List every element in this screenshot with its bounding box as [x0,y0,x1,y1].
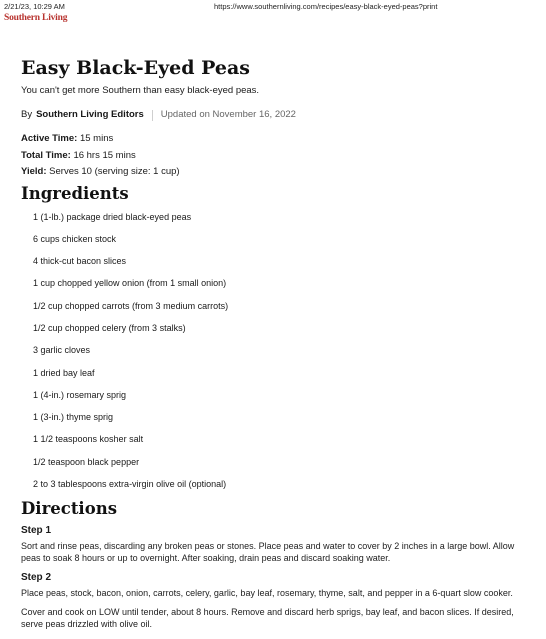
ingredient-item: 3 garlic cloves [33,345,91,356]
step-2-text: Place peas, stock, bacon, onion, carrots, celery, garlic, bay leaf, rosemary, thyme, salt, and pepper in a 6-quart slow cooker. [21,588,513,599]
byline-prefix: By [21,109,33,120]
meta-total-time [21,148,536,165]
ingredient-item: 1 (1-lb.) package dried black-eyed peas [33,211,192,222]
ingredient-item: 1 dried bay leaf [33,367,95,378]
ingredient-item: 1 1/2 teaspoons kosher salt [33,434,144,445]
ingredient-item: 1 (4-in.) rosemary sprig [33,389,127,400]
meta-label: Yield: [21,166,47,177]
ingredient-item: 1/2 cup chopped carrots (from 3 medium carrots) [33,300,229,311]
step-1-label: Step 1 [21,525,52,537]
meta-value: Serves 10 (serving size: 1 cup) [49,166,180,177]
ingredients-heading: Ingredients [21,183,129,203]
meta-label: Active Time: [21,133,78,144]
ingredients-list [21,212,536,502]
byline [21,109,536,121]
recipe-subtitle: You can't get more Southern than easy black-eyed peas. [21,85,260,96]
brand-logo: Southern Living [4,13,68,23]
directions-heading: Directions [21,499,117,519]
ingredient-item: 1/2 teaspoon black pepper [33,456,140,467]
recipe-title: Easy Black-Eyed Peas [21,57,250,79]
ingredient-item: 2 to 3 tablespoons extra-virgin olive oil (optional) [33,479,227,490]
meta-value: 15 mins [79,133,114,144]
byline-divider [152,110,153,121]
step-2-text-continued: Cover and cook on LOW until tender, about 8 hours. Remove and discard herb sprigs, bay leaf, and bacon slices. If desired, serve peas drizzled with olive oil. [21,607,514,630]
meta-active-time [21,131,536,148]
ingredient-item: 1/2 cup chopped celery (from 3 stalks) [33,322,186,333]
meta-yield [21,164,536,181]
meta-label: Total Time: [21,149,71,161]
print-date: 2/21/23, 10:29 AM [4,2,65,11]
ingredient-item: 4 thick-cut bacon slices [33,256,127,267]
ingredient-item: 1 (3-in.) thyme sprig [33,412,114,423]
step-2-label: Step 2 [21,572,52,584]
step-1-text: Sort and rinse peas, discarding any broken peas or stones. Place peas and water to cover by 2 inches in a large bowl. Allow peas to soak 8 hours or up to overnight. After soaking, drain peas and discard soaking water. [21,541,515,564]
recipe-content [21,56,536,630]
ingredient-item: 1 cup chopped yellow onion (from 1 small onion) [33,278,227,289]
author-link[interactable]: Southern Living Editors [36,109,144,120]
print-url: https://www.southernliving.com/recipes/easy-black-eyed-peas?print [214,2,438,11]
print-header [4,2,542,12]
recipe-meta [21,131,536,181]
updated-date: Updated on November 16, 2022 [160,109,296,120]
meta-value: 16 hrs 15 mins [73,149,136,161]
ingredient-item: 6 cups chicken stock [33,233,117,244]
